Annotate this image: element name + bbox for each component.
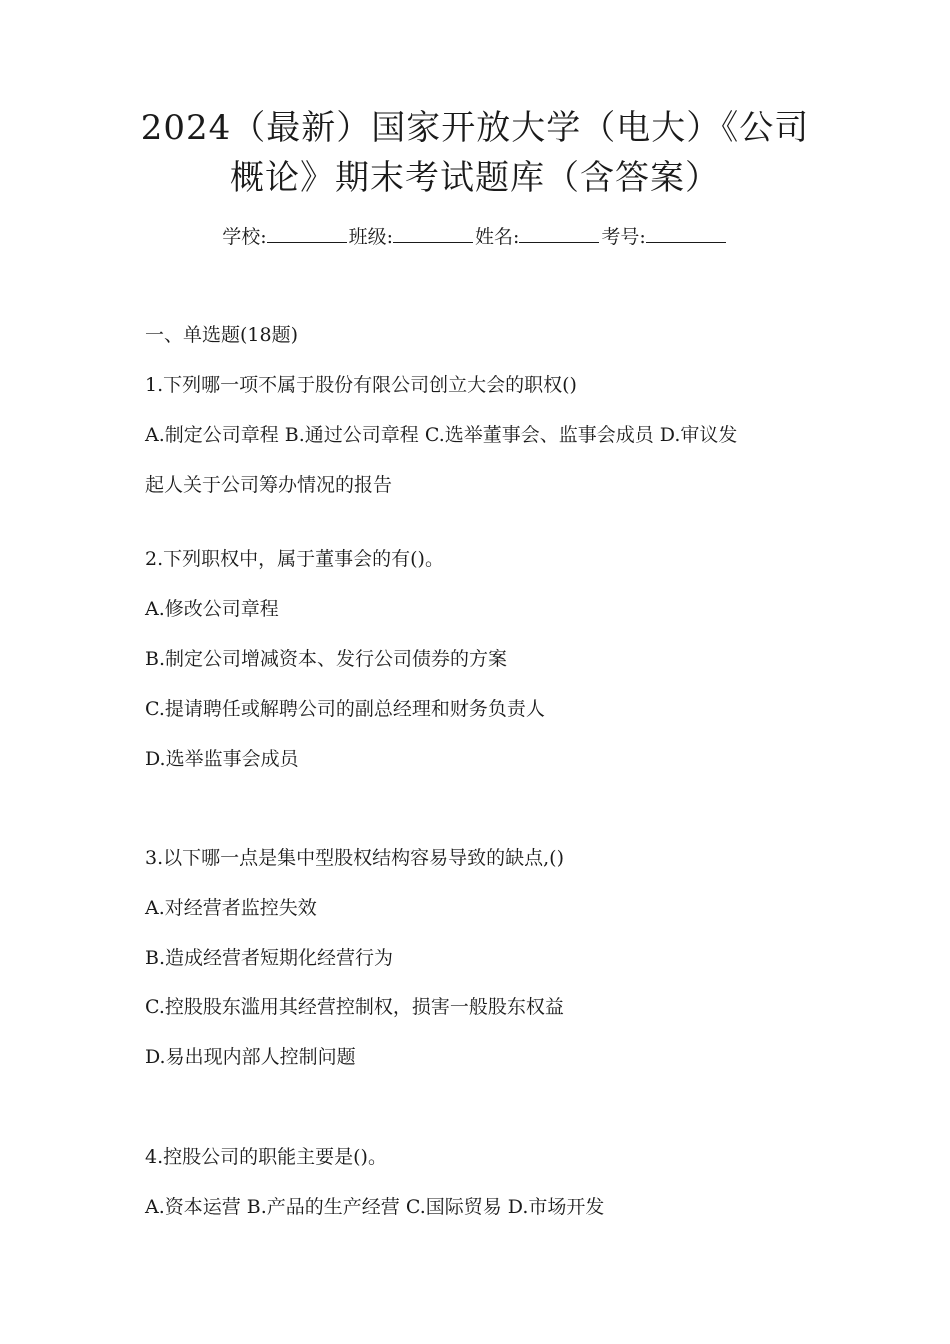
student-info-row <box>60 224 890 250</box>
question-1-options-line-2: 起人关于公司筹办情况的报告 <box>145 474 393 496</box>
document-title-line-2: 概论》期末考试题库（含答案） <box>230 158 720 198</box>
question-2-option-a: A.修改公司章程 <box>145 598 279 620</box>
question-3-option-d: D.易出现内部人控制问题 <box>145 1046 356 1068</box>
name-blank <box>519 224 599 243</box>
class-blank <box>393 224 473 243</box>
number-blank <box>646 224 726 243</box>
school-blank <box>267 224 347 243</box>
document-title-line-1: 2024（最新）国家开放大学（电大）《公司 <box>140 108 810 148</box>
question-3-option-c: C.控股股东滥用其经营控制权，损害一般股东权益 <box>145 996 564 1018</box>
question-4-options-line-1: A.资本运营 B.产品的生产经营 C.国际贸易 D.市场开发 <box>145 1196 605 1218</box>
section-heading: 一、单选题(18题) <box>145 324 299 346</box>
question-1-stem: 1.下列哪一项不属于股份有限公司创立大会的职权() <box>145 374 577 396</box>
question-2-stem: 2.下列职权中，属于董事会的有()。 <box>145 548 444 570</box>
question-3-option-a: A.对经营者监控失效 <box>145 897 317 919</box>
question-2-option-b: B.制定公司增减资本、发行公司债券的方案 <box>145 648 508 670</box>
school-label: 学校: <box>222 226 267 248</box>
question-2-option-d: D.选举监事会成员 <box>145 748 299 770</box>
question-3-stem: 3.以下哪一点是集中型股权结构容易导致的缺点,() <box>145 847 564 869</box>
question-2-option-c: C.提请聘任或解聘公司的副总经理和财务负责人 <box>145 698 545 720</box>
class-label: 班级: <box>348 226 393 248</box>
name-label: 姓名: <box>475 226 520 248</box>
number-label: 考号: <box>601 226 646 248</box>
question-1-options-line-1: A.制定公司章程 B.通过公司章程 C.选举董事会、监事会成员 D.审议发 <box>145 424 738 446</box>
question-3-option-b: B.造成经营者短期化经营行为 <box>145 947 394 969</box>
question-4-stem: 4.控股公司的职能主要是()。 <box>145 1146 387 1168</box>
